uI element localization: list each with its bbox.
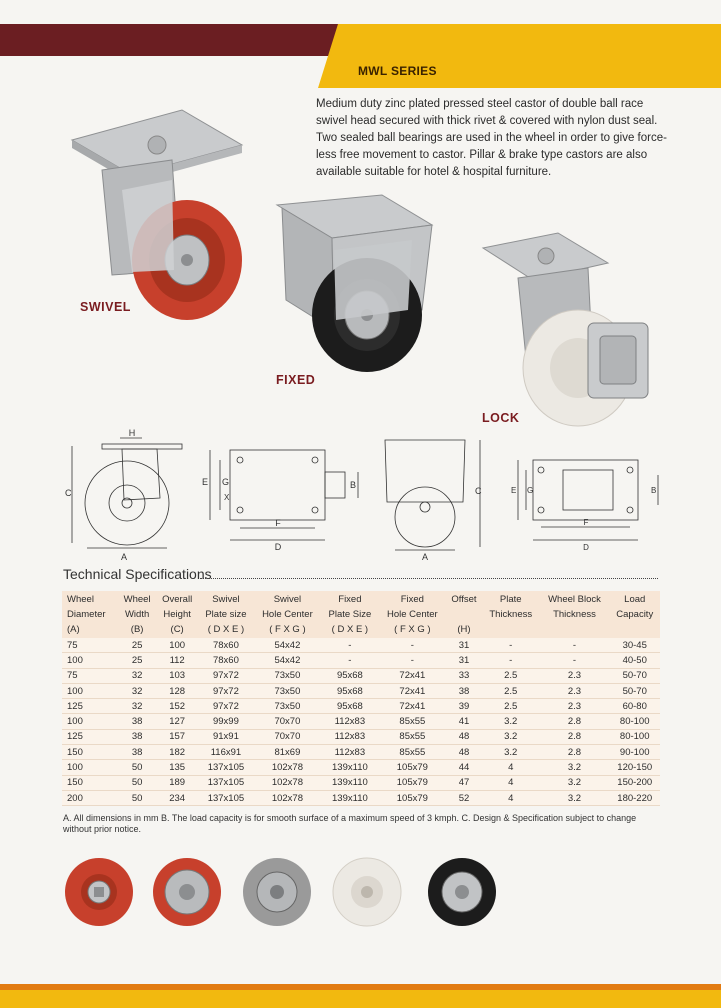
spec-cell: 125 — [62, 729, 118, 744]
spec-cell: 3.2 — [482, 714, 540, 729]
spec-cell: 70x70 — [254, 729, 321, 744]
spec-cell: 78x60 — [198, 638, 254, 653]
spec-cell: 50-70 — [609, 683, 660, 698]
spec-cell: 139x110 — [321, 760, 379, 775]
spec-cell: 85x55 — [379, 729, 446, 744]
spec-header-line: Overall — [162, 594, 193, 605]
spec-header-cell — [198, 591, 254, 638]
dim-e2-text: E — [511, 486, 517, 495]
spec-cell: 120-150 — [609, 760, 660, 775]
spec-cell: 100 — [62, 653, 118, 668]
spec-cell: 54x42 — [254, 653, 321, 668]
wheel-red-spoked-image — [153, 858, 221, 926]
spec-row — [62, 653, 660, 668]
spec-table — [62, 591, 660, 806]
spec-header-cell — [482, 591, 540, 638]
dim-a2-text: A — [421, 552, 429, 562]
spec-header-line: Wheel — [123, 594, 151, 605]
spec-header-line — [484, 622, 538, 637]
spec-cell: 80-100 — [609, 729, 660, 744]
spec-header-cell — [254, 591, 321, 638]
spec-cell: 100 — [62, 714, 118, 729]
spec-header-line: Capacity — [616, 609, 654, 620]
spec-header-cell — [609, 591, 660, 638]
swivel-side-drawing — [62, 428, 192, 563]
spec-header-cell — [321, 591, 379, 638]
spec-cell: 54x42 — [254, 638, 321, 653]
spec-cell: 137x105 — [198, 790, 254, 805]
spec-cell: - — [540, 653, 610, 668]
spec-cell: 127 — [156, 714, 198, 729]
spec-cell: 47 — [446, 775, 482, 790]
spec-cell: 4 — [482, 790, 540, 805]
spec-cell: 102x78 — [254, 760, 321, 775]
spec-cell: 25 — [118, 653, 156, 668]
spec-header-line: Swivel — [273, 594, 302, 605]
spec-cell: 91x91 — [198, 729, 254, 744]
spec-cell: 2.3 — [540, 683, 610, 698]
spec-header-line — [448, 607, 480, 622]
spec-cell: 81x69 — [254, 745, 321, 760]
dim-f2-text: F — [583, 518, 589, 527]
dim-e-text: E — [202, 477, 209, 487]
spec-header-cell — [379, 591, 446, 638]
spec-row — [62, 638, 660, 653]
spec-cell: - — [379, 653, 446, 668]
spec-header-cell — [118, 591, 156, 638]
spec-cell: 85x55 — [379, 745, 446, 760]
spec-cell: 2.8 — [540, 729, 610, 744]
dim-b-text: B — [350, 480, 357, 490]
dim-x-text: X — [224, 493, 230, 502]
spec-header-line: Plate Size — [328, 609, 372, 620]
dim-h-text: H — [128, 428, 136, 438]
spec-cell: 38 — [118, 729, 156, 744]
spec-cell: 95x68 — [321, 699, 379, 714]
dim-f-text: F — [275, 518, 281, 528]
spec-cell: 116x91 — [198, 745, 254, 760]
spec-cell: 3.2 — [540, 760, 610, 775]
spec-cell: 2.3 — [540, 699, 610, 714]
header-band-dark — [0, 24, 360, 56]
spec-cell: 182 — [156, 745, 198, 760]
dim-d2-text: D — [583, 543, 589, 552]
spec-cell: 78x60 — [198, 653, 254, 668]
wheel-black-image — [428, 858, 496, 926]
spec-cell: 112x83 — [321, 745, 379, 760]
spec-cell: 31 — [446, 638, 482, 653]
spec-cell: 4 — [482, 760, 540, 775]
fixed-label: FIXED — [276, 373, 316, 387]
spec-cell: 85x55 — [379, 714, 446, 729]
wheel-grey-image — [243, 858, 311, 926]
wheel-white-image — [333, 858, 401, 926]
spec-header-line: Plate size — [205, 609, 247, 620]
spec-row — [62, 699, 660, 714]
spec-body — [62, 638, 660, 806]
swivel-plate-drawing — [200, 440, 365, 555]
spec-cell: 105x79 — [379, 775, 446, 790]
spec-cell: 50-70 — [609, 668, 660, 683]
spec-cell: 3.2 — [482, 745, 540, 760]
spec-header-line: Thickness — [553, 609, 596, 620]
spec-cell: 97x72 — [198, 699, 254, 714]
spec-row — [62, 683, 660, 698]
lock-castor-image — [478, 228, 668, 433]
fixed-castor-image — [272, 190, 437, 375]
spec-cell: 102x78 — [254, 775, 321, 790]
spec-header-line: ( D X E ) — [331, 624, 369, 635]
spec-cell: 73x50 — [254, 668, 321, 683]
spec-cell: 112x83 — [321, 729, 379, 744]
spec-cell: 180-220 — [609, 790, 660, 805]
spec-cell: 3.2 — [482, 729, 540, 744]
spec-cell: - — [482, 638, 540, 653]
spec-header-line: (B) — [130, 624, 144, 635]
spec-cell: 60-80 — [609, 699, 660, 714]
wheel-images-row — [62, 850, 502, 940]
spec-row — [62, 729, 660, 744]
spec-title: Technical Specifications — [63, 566, 212, 582]
dim-c-text: C — [65, 488, 72, 498]
swivel-castor-image — [62, 100, 252, 320]
spec-cell: 2.5 — [482, 683, 540, 698]
spec-row — [62, 790, 660, 805]
spec-cell: - — [540, 638, 610, 653]
spec-cell: 125 — [62, 699, 118, 714]
spec-header-line: (C) — [170, 624, 184, 635]
spec-cell: 135 — [156, 760, 198, 775]
spec-cell: 73x50 — [254, 683, 321, 698]
spec-cell: - — [482, 653, 540, 668]
spec-cell: 75 — [62, 638, 118, 653]
spec-header-cell — [156, 591, 198, 638]
spec-cell: 41 — [446, 714, 482, 729]
spec-header-line: Diameter — [67, 609, 106, 620]
spec-cell: - — [321, 638, 379, 653]
spec-cell: 30-45 — [609, 638, 660, 653]
spec-cell: 189 — [156, 775, 198, 790]
fixed-side-drawing — [375, 432, 495, 562]
spec-cell: 150-200 — [609, 775, 660, 790]
spec-header-line: Load — [624, 594, 646, 605]
spec-cell: 38 — [118, 714, 156, 729]
spec-cell: 32 — [118, 699, 156, 714]
spec-cell: 75 — [62, 668, 118, 683]
spec-row — [62, 760, 660, 775]
spec-cell: 72x41 — [379, 699, 446, 714]
spec-cell: 70x70 — [254, 714, 321, 729]
spec-cell: 73x50 — [254, 699, 321, 714]
spec-cell: 44 — [446, 760, 482, 775]
spec-cell: 105x79 — [379, 790, 446, 805]
spec-header-cell — [540, 591, 610, 638]
spec-header-line: Height — [163, 609, 191, 620]
spec-header-cell — [62, 591, 118, 638]
spec-cell: 50 — [118, 760, 156, 775]
spec-cell: 2.5 — [482, 699, 540, 714]
spec-notes: A. All dimensions in mm B. The load capacity is for smooth surface of a maximum speed of 3 kmph. C. Design & Specification subject to change without prior notice. — [63, 813, 637, 834]
lock-label: LOCK — [482, 411, 520, 425]
spec-header-line: Swivel — [212, 594, 240, 605]
spec-cell: 31 — [446, 653, 482, 668]
wheel-red-image — [65, 858, 133, 926]
spec-cell: 95x68 — [321, 683, 379, 698]
spec-cell: 99x99 — [198, 714, 254, 729]
spec-cell: 128 — [156, 683, 198, 698]
spec-cell: 40-50 — [609, 653, 660, 668]
spec-header-line: Fixed — [400, 594, 424, 605]
spec-cell: 100 — [156, 638, 198, 653]
spec-cell: 95x68 — [321, 668, 379, 683]
spec-cell: - — [321, 653, 379, 668]
spec-cell: 100 — [62, 760, 118, 775]
header-band-gold — [318, 24, 721, 88]
spec-cell: 234 — [156, 790, 198, 805]
spec-header-row — [62, 591, 660, 638]
spec-cell: 52 — [446, 790, 482, 805]
spec-header-line: Offset — [451, 594, 477, 605]
spec-row — [62, 714, 660, 729]
spec-cell: 48 — [446, 745, 482, 760]
spec-cell: 112x83 — [321, 714, 379, 729]
series-title: MWL SERIES — [358, 64, 437, 78]
product-description: Medium duty zinc plated pressed steel castor of double ball race swivel head secured with thick rivet & covered with nylon dust seal. Two sealed ball bearings are used in the wheel in order to give force-less free movement to castor. Pillar & brake type castors are also available suitable for hotel & hospital furniture. — [316, 98, 667, 178]
spec-cell: 2.8 — [540, 745, 610, 760]
spec-header-line: Width — [124, 609, 150, 620]
spec-cell: 72x41 — [379, 683, 446, 698]
dim-d-text: D — [274, 542, 282, 552]
spec-cell: 48 — [446, 729, 482, 744]
spec-cell: 157 — [156, 729, 198, 744]
spec-cell: 3.2 — [540, 775, 610, 790]
spec-cell: - — [379, 638, 446, 653]
spec-cell: 200 — [62, 790, 118, 805]
spec-header-line: Fixed — [338, 594, 362, 605]
spec-cell: 150 — [62, 775, 118, 790]
spec-header-line: ( F X G ) — [394, 624, 431, 635]
spec-header-line: ( F X G ) — [269, 624, 306, 635]
spec-header-line: (A) — [67, 624, 80, 635]
spec-header-line: Thickness — [489, 609, 533, 620]
spec-cell: 139x110 — [321, 790, 379, 805]
spec-cell: 32 — [118, 668, 156, 683]
spec-cell: 2.5 — [482, 668, 540, 683]
spec-header-line: ( D X E ) — [207, 624, 245, 635]
spec-cell: 25 — [118, 638, 156, 653]
dim-b2-text: B — [651, 486, 657, 495]
spec-cell: 39 — [446, 699, 482, 714]
fixed-plate-drawing — [508, 455, 668, 555]
spec-cell: 105x79 — [379, 760, 446, 775]
spec-cell: 38 — [446, 683, 482, 698]
spec-cell: 50 — [118, 790, 156, 805]
spec-cell: 97x72 — [198, 668, 254, 683]
spec-header-line: Wheel Block — [548, 594, 601, 605]
spec-cell: 2.3 — [540, 668, 610, 683]
spec-header-line: (H) — [457, 624, 471, 635]
dim-g-text: G — [222, 477, 230, 487]
spec-cell: 102x78 — [254, 790, 321, 805]
spec-cell: 4 — [482, 775, 540, 790]
spec-cell: 3.2 — [540, 790, 610, 805]
spec-cell: 50 — [118, 775, 156, 790]
spec-cell: 103 — [156, 668, 198, 683]
spec-header-line: Wheel — [67, 594, 94, 605]
spec-header-line: Hole Center — [387, 609, 438, 620]
spec-row — [62, 745, 660, 760]
spec-header-cell — [446, 591, 482, 638]
spec-cell: 137x105 — [198, 760, 254, 775]
spec-cell: 137x105 — [198, 775, 254, 790]
spec-cell: 150 — [62, 745, 118, 760]
spec-row — [62, 668, 660, 683]
dim-c2-text: C — [475, 486, 482, 496]
spec-cell: 80-100 — [609, 714, 660, 729]
spec-cell: 100 — [62, 683, 118, 698]
dim-a-text: A — [120, 552, 128, 562]
spec-header-line: Hole Center — [262, 609, 313, 620]
dim-g2-text: G — [527, 486, 534, 495]
spec-header-line: Plate — [499, 594, 522, 605]
spec-cell: 72x41 — [379, 668, 446, 683]
spec-cell: 139x110 — [321, 775, 379, 790]
spec-cell: 38 — [118, 745, 156, 760]
spec-cell: 152 — [156, 699, 198, 714]
spec-cell: 97x72 — [198, 683, 254, 698]
spec-cell: 90-100 — [609, 745, 660, 760]
spec-cell: 112 — [156, 653, 198, 668]
footer-band-gold — [0, 990, 721, 1008]
spec-title-rule — [200, 578, 658, 579]
spec-row — [62, 775, 660, 790]
spec-header-line — [611, 622, 658, 637]
spec-cell: 2.8 — [540, 714, 610, 729]
spec-cell: 32 — [118, 683, 156, 698]
spec-header-line — [542, 622, 608, 637]
swivel-label: SWIVEL — [80, 300, 131, 314]
spec-cell: 33 — [446, 668, 482, 683]
